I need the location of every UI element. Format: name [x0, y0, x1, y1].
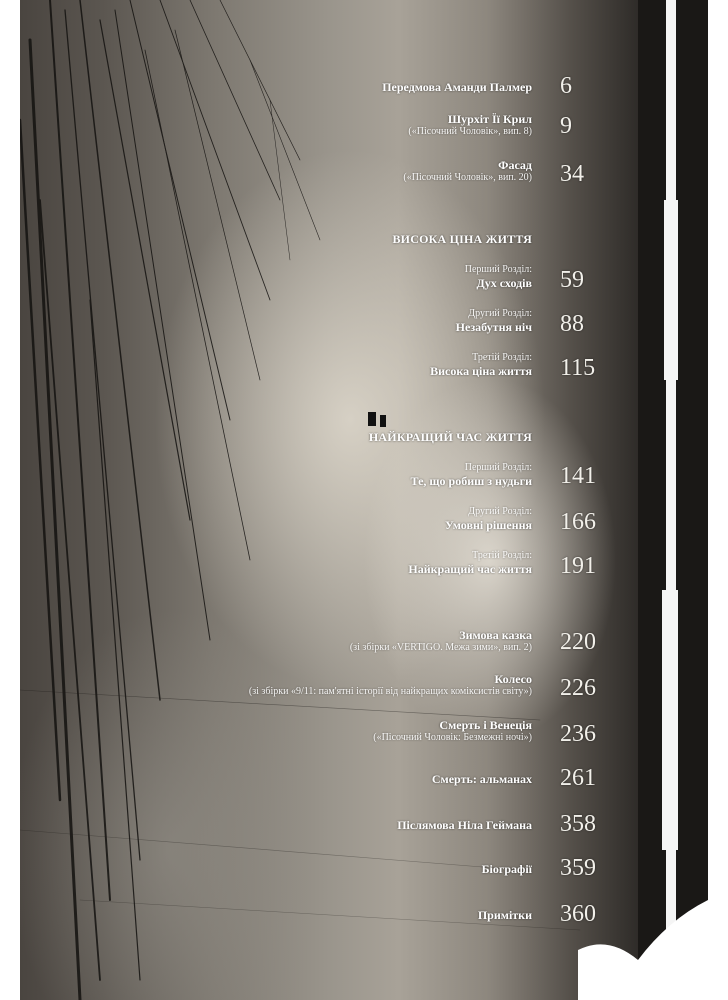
toc-entry-chapter[interactable] [465, 264, 532, 290]
toc-entry-chapter[interactable] [430, 352, 532, 378]
toc-entry-chapter[interactable] [445, 506, 532, 532]
page-number: 358 [560, 811, 596, 837]
entry-subtitle: («Пісочний Чоловік: Безмежні ночі») [373, 732, 532, 743]
entry-title: Примітки [477, 908, 532, 922]
chapter-label: Другий Розділ: [468, 308, 532, 319]
page-number: 261 [560, 765, 596, 791]
entry-title: Висока ціна життя [430, 364, 532, 378]
entry-title: Шурхіт Її Крил [447, 112, 532, 126]
section-heading: ВИСОКА ЦІНА ЖИТТЯ [392, 232, 532, 246]
page-number: 59 [560, 267, 584, 293]
entry-title: Дух сходів [476, 276, 532, 290]
toc-page [20, 0, 708, 1000]
section-heading: НАЙКРАЩИЙ ЧАС ЖИТТЯ [368, 430, 532, 444]
page-number: 191 [560, 553, 596, 579]
chapter-label: Третій Розділ: [472, 550, 532, 561]
toc-entry-chapter[interactable] [411, 462, 532, 488]
page-number: 115 [560, 355, 596, 381]
page-number: 9 [560, 113, 572, 139]
chapter-label: Третій Розділ: [472, 352, 532, 363]
entry-title: Незабутня ніч [455, 320, 532, 334]
toc-entry-facade[interactable] [403, 158, 532, 184]
entry-title: Умовні рішення [444, 518, 532, 532]
toc-entry-venice[interactable] [373, 718, 532, 744]
toc-entry-chapter[interactable] [456, 308, 532, 334]
toc-entry-winter[interactable] [350, 628, 532, 654]
toc-entry-wheel[interactable] [249, 672, 532, 698]
toc-entry-chapter[interactable] [408, 550, 532, 576]
entry-subtitle: («Пісочний Чоловік», вип. 20) [403, 172, 532, 183]
toc-entry-wings[interactable] [408, 112, 532, 138]
entry-title: Передмова Аманди Палмер [382, 80, 532, 94]
page-number: 359 [560, 855, 596, 881]
table-of-contents [20, 0, 708, 1000]
entry-title: Біографії [481, 862, 532, 876]
page-number: 88 [560, 311, 584, 337]
entry-title: Колесо [494, 672, 532, 686]
toc-entry-afterword[interactable] [397, 818, 532, 832]
entry-title: Найкращий час життя [408, 562, 532, 576]
entry-subtitle: («Пісочний Чоловік», вип. 8) [408, 126, 532, 137]
entry-title: Смерть: альманах [431, 772, 532, 786]
toc-entry-notes[interactable] [478, 908, 532, 922]
toc-entry-intro[interactable] [382, 80, 532, 94]
page-number: 6 [560, 73, 572, 99]
chapter-label: Перший Розділ: [464, 264, 532, 275]
page-number: 34 [560, 161, 584, 187]
entry-subtitle: (зі збірки «9/11: пам'ятні історії від найкращих коміксистів світу») [248, 686, 532, 697]
toc-entry-bios[interactable] [482, 862, 532, 876]
page-number: 226 [560, 675, 596, 701]
entry-title: Фасад [498, 158, 532, 172]
page-number: 220 [560, 629, 596, 655]
page-number: 166 [560, 509, 596, 535]
page-number: 360 [560, 901, 596, 927]
chapter-label: Перший Розділ: [464, 462, 532, 473]
entry-title: Післямова Ніла Геймана [397, 818, 532, 832]
page-number: 236 [560, 721, 596, 747]
entry-subtitle: (зі збірки «VERTIGO. Межа зими», вип. 2) [349, 642, 532, 653]
toc-entry-almanac[interactable] [432, 772, 532, 786]
chapter-label: Другий Розділ: [468, 506, 532, 517]
entry-title: Зимова казка [459, 628, 532, 642]
entry-title: Смерть і Венеція [439, 718, 532, 732]
page-number: 141 [560, 463, 596, 489]
entry-title: Те, що робиш з нудьги [410, 474, 532, 488]
